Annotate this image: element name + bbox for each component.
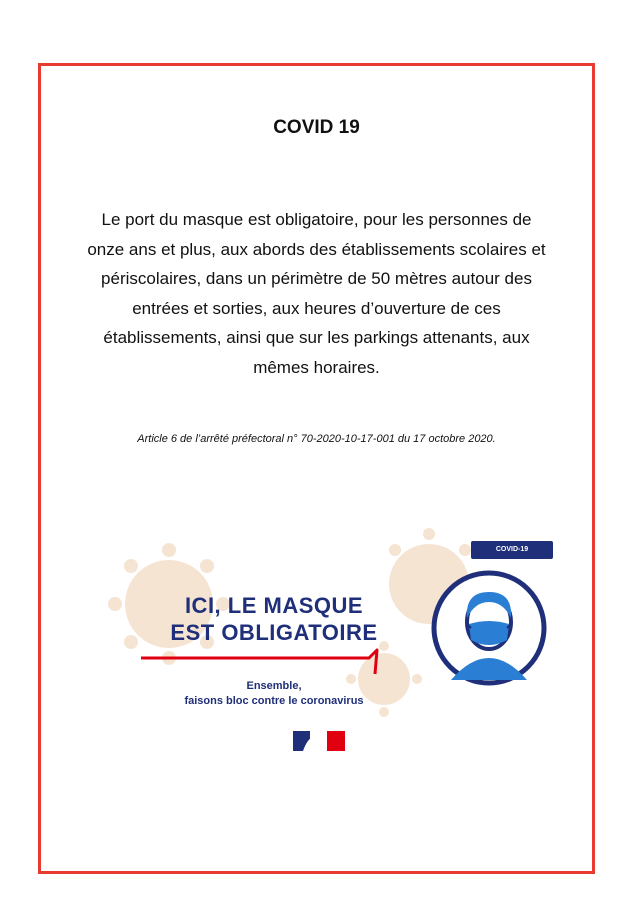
body-paragraph: Le port du masque est obligatoire, pour les personnes de onze ans et plus, aux abords des établissements scolaires et périscolaires, dans un périmètre de 50 mètres autour des entrées et sorties, aux heures d’ouverture de ces établissements, ainsi que sur les parkings attenants, aux mêmes horaires. [87, 210, 546, 377]
page-title: COVID 19 [273, 117, 360, 138]
legal-reference: Article 6 de l’arrêté préfectoral n° 70-2020-10-17-001 du 17 octobre 2020. [137, 433, 496, 445]
headline-line-2: EST OBLIGATOIRE [170, 620, 378, 645]
poster-tagline [139, 679, 409, 709]
french-flag-icon [293, 731, 345, 751]
mask-poster [99, 504, 539, 754]
masked-face-icon [429, 568, 549, 688]
tagline-line-1: Ensemble, [246, 680, 302, 692]
poster-headline [139, 592, 409, 646]
headline-line-1: ICI, LE MASQUE [184, 593, 364, 618]
covid-badge: COVID-19 [471, 541, 553, 559]
tagline-line-2: faisons bloc contre le coronavirus [184, 695, 364, 707]
page-frame [38, 63, 595, 874]
